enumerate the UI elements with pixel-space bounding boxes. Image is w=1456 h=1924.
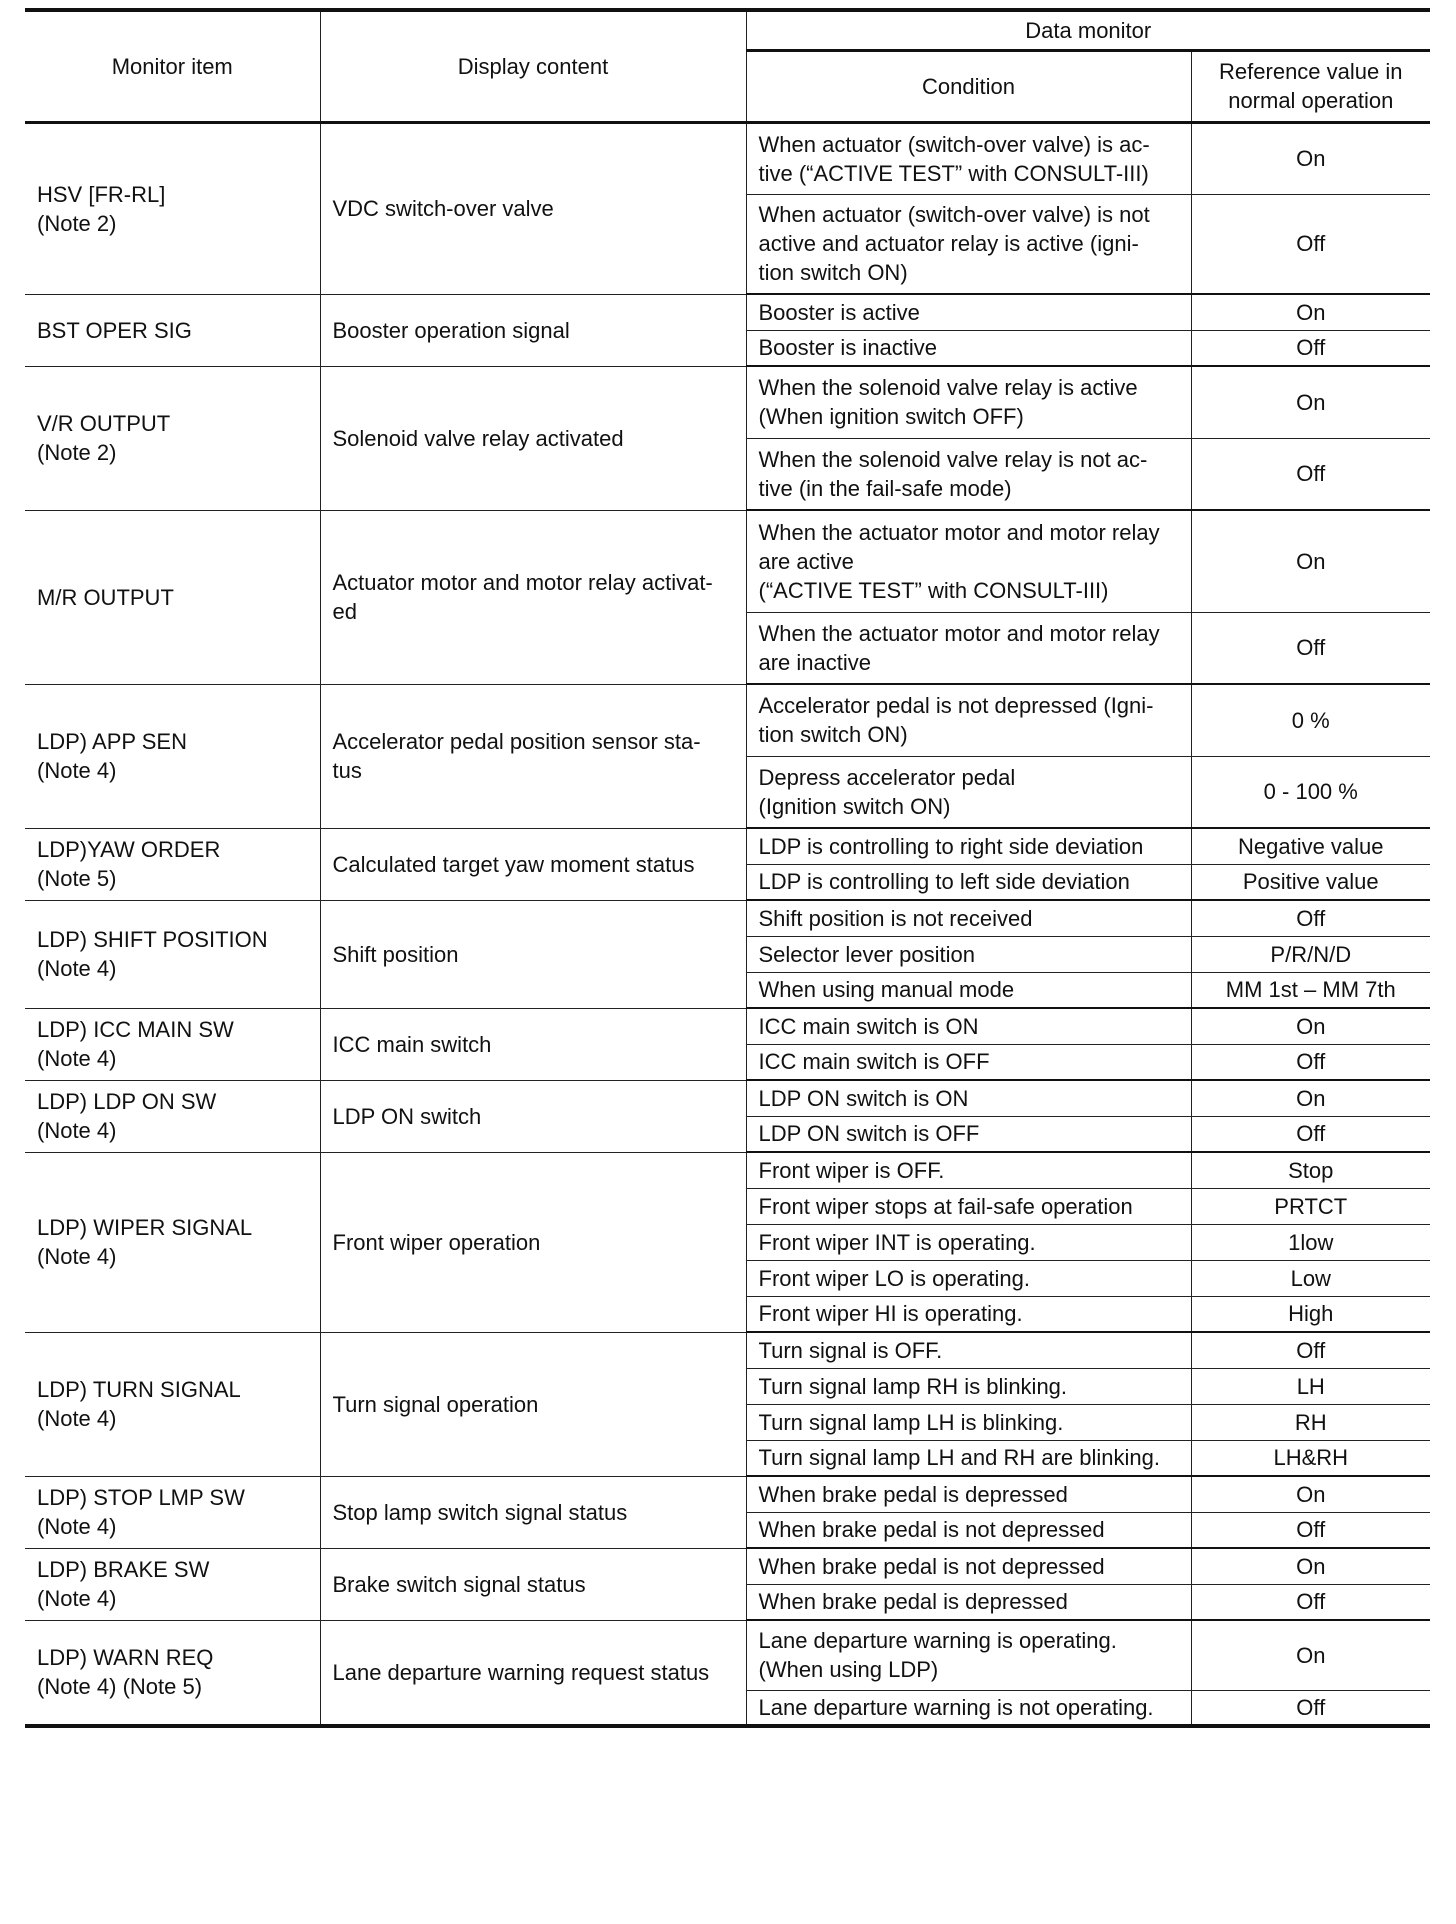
reference-value-cell: LH&RH xyxy=(1191,1440,1430,1476)
condition-cell: LDP ON switch is ON xyxy=(746,1080,1191,1116)
monitor-item-cell: LDP) STOP LMP SW (Note 4) xyxy=(25,1476,320,1548)
condition-cell: Turn signal lamp LH is blinking. xyxy=(746,1404,1191,1440)
reference-value-cell: 0 % xyxy=(1191,684,1430,756)
condition-cell: Front wiper INT is operating. xyxy=(746,1224,1191,1260)
reference-value-cell: 0 - 100 % xyxy=(1191,756,1430,828)
reference-value-cell: RH xyxy=(1191,1404,1430,1440)
header-reference-value: Reference value in normal operation xyxy=(1191,50,1430,122)
table-row xyxy=(25,510,1430,612)
monitor-item-cell: BST OPER SIG xyxy=(25,294,320,366)
reference-value-cell: Off xyxy=(1191,1116,1430,1152)
condition-cell: Accelerator pedal is not depressed (Igni- tion switch ON) xyxy=(746,684,1191,756)
reference-value-cell: On xyxy=(1191,1476,1430,1512)
display-content-cell: Shift position xyxy=(320,900,746,1008)
display-content-cell: Calculated target yaw moment status xyxy=(320,828,746,900)
display-content-cell: Brake switch signal status xyxy=(320,1548,746,1620)
condition-cell: Front wiper stops at fail-safe operation xyxy=(746,1188,1191,1224)
table-row xyxy=(25,1152,1430,1188)
reference-value-cell: On xyxy=(1191,1548,1430,1584)
reference-value-cell: Off xyxy=(1191,1690,1430,1726)
reference-value-cell: Low xyxy=(1191,1260,1430,1296)
condition-cell: When using manual mode xyxy=(746,972,1191,1008)
reference-value-cell: Negative value xyxy=(1191,828,1430,864)
reference-value-cell: On xyxy=(1191,510,1430,612)
table-row xyxy=(25,122,1430,194)
reference-value-cell: On xyxy=(1191,294,1430,330)
condition-cell: When actuator (switch-over valve) is not active and actuator relay is active (igni- tion switch ON) xyxy=(746,194,1191,294)
header-display-content: Display content xyxy=(320,10,746,122)
table-row xyxy=(25,1620,1430,1690)
data-monitor-table xyxy=(25,8,1430,1728)
condition-cell: Front wiper is OFF. xyxy=(746,1152,1191,1188)
monitor-item-cell: LDP) APP SEN (Note 4) xyxy=(25,684,320,828)
condition-cell: LDP ON switch is OFF xyxy=(746,1116,1191,1152)
reference-value-cell: On xyxy=(1191,122,1430,194)
table-row xyxy=(25,1080,1430,1116)
monitor-item-cell: HSV [FR-RL] (Note 2) xyxy=(25,122,320,294)
condition-cell: Selector lever position xyxy=(746,936,1191,972)
table-row xyxy=(25,828,1430,864)
condition-cell: When brake pedal is depressed xyxy=(746,1476,1191,1512)
table-row xyxy=(25,684,1430,756)
condition-cell: Depress accelerator pedal (Ignition switch ON) xyxy=(746,756,1191,828)
reference-value-cell: On xyxy=(1191,1080,1430,1116)
condition-cell: When actuator (switch-over valve) is ac- tive (“ACTIVE TEST” with CONSULT-III) xyxy=(746,122,1191,194)
table-row xyxy=(25,900,1430,936)
header-condition: Condition xyxy=(746,50,1191,122)
reference-value-cell: 1low xyxy=(1191,1224,1430,1260)
condition-cell: When the solenoid valve relay is active (When ignition switch OFF) xyxy=(746,366,1191,438)
display-content-cell: Front wiper operation xyxy=(320,1152,746,1332)
display-content-cell: ICC main switch xyxy=(320,1008,746,1080)
monitor-item-cell: LDP) ICC MAIN SW (Note 4) xyxy=(25,1008,320,1080)
reference-value-cell: Off xyxy=(1191,438,1430,510)
condition-cell: Booster is active xyxy=(746,294,1191,330)
display-content-cell: Stop lamp switch signal status xyxy=(320,1476,746,1548)
condition-cell: Front wiper HI is operating. xyxy=(746,1296,1191,1332)
reference-value-cell: On xyxy=(1191,1620,1430,1690)
condition-cell: Shift position is not received xyxy=(746,900,1191,936)
reference-value-cell: PRTCT xyxy=(1191,1188,1430,1224)
condition-cell: Lane departure warning is operating. (When using LDP) xyxy=(746,1620,1191,1690)
reference-value-cell: P/R/N/D xyxy=(1191,936,1430,972)
reference-value-cell: On xyxy=(1191,1008,1430,1044)
display-content-cell: Actuator motor and motor relay activat- ed xyxy=(320,510,746,684)
table-row xyxy=(25,1008,1430,1044)
display-content-cell: Turn signal operation xyxy=(320,1332,746,1476)
monitor-item-cell: LDP) WARN REQ (Note 4) (Note 5) xyxy=(25,1620,320,1726)
reference-value-cell: Off xyxy=(1191,612,1430,684)
condition-cell: Turn signal lamp RH is blinking. xyxy=(746,1368,1191,1404)
table-body xyxy=(25,122,1430,1726)
table-row xyxy=(25,366,1430,438)
monitor-item-cell: LDP) BRAKE SW (Note 4) xyxy=(25,1548,320,1620)
condition-cell: Booster is inactive xyxy=(746,330,1191,366)
reference-value-cell: Off xyxy=(1191,1584,1430,1620)
monitor-item-cell: LDP)YAW ORDER (Note 5) xyxy=(25,828,320,900)
condition-cell: LDP is controlling to left side deviation xyxy=(746,864,1191,900)
reference-value-cell: Off xyxy=(1191,194,1430,294)
condition-cell: When brake pedal is not depressed xyxy=(746,1548,1191,1584)
table-header xyxy=(25,10,1430,122)
table-row xyxy=(25,1476,1430,1512)
reference-value-cell: LH xyxy=(1191,1368,1430,1404)
monitor-item-cell: LDP) SHIFT POSITION (Note 4) xyxy=(25,900,320,1008)
reference-value-cell: Off xyxy=(1191,1332,1430,1368)
reference-value-cell: High xyxy=(1191,1296,1430,1332)
reference-value-cell: Off xyxy=(1191,900,1430,936)
condition-cell: Lane departure warning is not operating. xyxy=(746,1690,1191,1726)
reference-value-cell: Off xyxy=(1191,330,1430,366)
monitor-item-cell: M/R OUTPUT xyxy=(25,510,320,684)
condition-cell: Turn signal lamp LH and RH are blinking. xyxy=(746,1440,1191,1476)
table-row xyxy=(25,1548,1430,1584)
reference-value-cell: Stop xyxy=(1191,1152,1430,1188)
reference-value-cell: Off xyxy=(1191,1044,1430,1080)
display-content-cell: Lane departure warning request status xyxy=(320,1620,746,1726)
condition-cell: Front wiper LO is operating. xyxy=(746,1260,1191,1296)
header-monitor-item: Monitor item xyxy=(25,10,320,122)
monitor-item-cell: V/R OUTPUT (Note 2) xyxy=(25,366,320,510)
reference-value-cell: On xyxy=(1191,366,1430,438)
display-content-cell: Accelerator pedal position sensor sta- tus xyxy=(320,684,746,828)
reference-value-cell: Positive value xyxy=(1191,864,1430,900)
condition-cell: When the actuator motor and motor relay are inactive xyxy=(746,612,1191,684)
condition-cell: When the actuator motor and motor relay are active (“ACTIVE TEST” with CONSULT-III) xyxy=(746,510,1191,612)
monitor-item-cell: LDP) LDP ON SW (Note 4) xyxy=(25,1080,320,1152)
condition-cell: ICC main switch is OFF xyxy=(746,1044,1191,1080)
condition-cell: ICC main switch is ON xyxy=(746,1008,1191,1044)
table-row xyxy=(25,1332,1430,1368)
header-data-monitor: Data monitor xyxy=(746,10,1430,50)
monitor-item-cell: LDP) TURN SIGNAL (Note 4) xyxy=(25,1332,320,1476)
display-content-cell: Solenoid valve relay activated xyxy=(320,366,746,510)
display-content-cell: Booster operation signal xyxy=(320,294,746,366)
condition-cell: Turn signal is OFF. xyxy=(746,1332,1191,1368)
condition-cell: When brake pedal is depressed xyxy=(746,1584,1191,1620)
condition-cell: When brake pedal is not depressed xyxy=(746,1512,1191,1548)
condition-cell: When the solenoid valve relay is not ac- tive (in the fail-safe mode) xyxy=(746,438,1191,510)
reference-value-cell: MM 1st – MM 7th xyxy=(1191,972,1430,1008)
reference-value-cell: Off xyxy=(1191,1512,1430,1548)
display-content-cell: VDC switch-over valve xyxy=(320,122,746,294)
condition-cell: LDP is controlling to right side deviation xyxy=(746,828,1191,864)
monitor-item-cell: LDP) WIPER SIGNAL (Note 4) xyxy=(25,1152,320,1332)
display-content-cell: LDP ON switch xyxy=(320,1080,746,1152)
table-row xyxy=(25,294,1430,330)
